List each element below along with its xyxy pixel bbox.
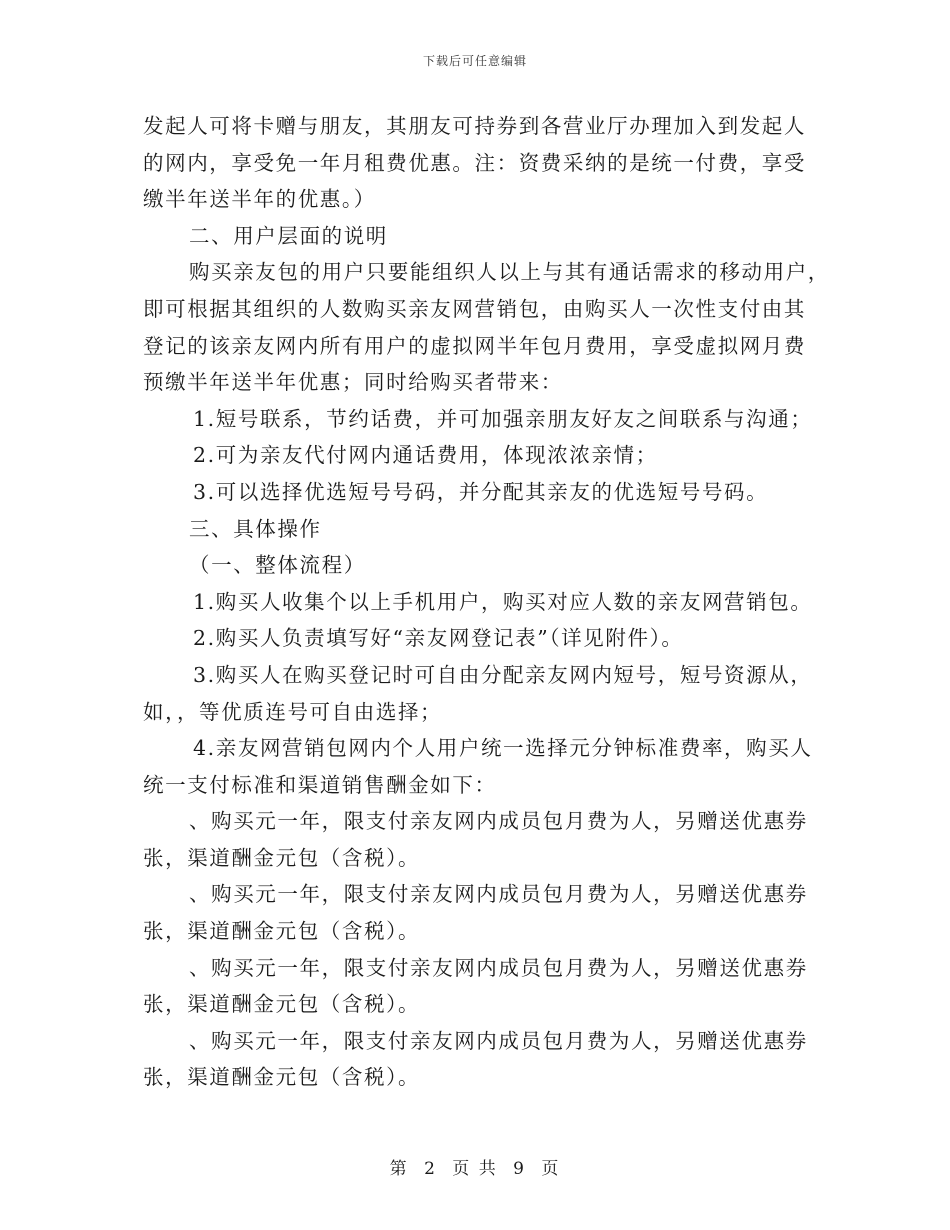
footer-middle: 页 共 [452, 1159, 498, 1179]
footer-total-pages: 9 [513, 1159, 526, 1179]
text-line: 、购买元一年，限支付亲友网内成员包月费为人，另赠送优惠券 [189, 1028, 808, 1053]
text-line: 1.购买人收集个以上手机用户，购买对应人数的亲友网营销包。 [193, 589, 813, 614]
text-line: 4.亲友网营销包网内个人用户统一选择元分钟标准费率，购买人 [193, 736, 813, 761]
text-line: 、购买元一年，限支付亲友网内成员包月费为人，另赠送优惠券 [189, 809, 808, 834]
text-line: 3.购买人在购买登记时可自由分配亲友网内短号，短号资源从， [193, 662, 813, 687]
text-line: 张，渠道酬金元包（含税）。 [143, 1065, 421, 1090]
footer-suffix: 页 [541, 1159, 561, 1179]
header-text: 下载后可任意编辑 [422, 54, 527, 68]
footer-page-number: 2 [424, 1159, 437, 1179]
document-body [143, 108, 830, 1096]
text-line: 3.可以选择优选短号号码，并分配其亲友的优选短号号码。 [193, 479, 769, 504]
text-line: 2.购买人负责填写好“亲友网登记表”（详见附件）。 [193, 626, 684, 651]
page-footer [0, 1154, 950, 1179]
text-line: 发起人可将卡赠与朋友，其朋友可持券到各营业厅办理加入到发起人 [143, 114, 806, 138]
page-header [0, 52, 950, 69]
text-line: 张，渠道酬金元包（含税）。 [143, 845, 421, 870]
text-line: 张，渠道酬金元包（含税）。 [143, 919, 421, 944]
text-line: 统一支付标准和渠道销售酬金如下： [143, 772, 497, 797]
text-line: 即可根据其组织的人数购买亲友网营销包，由购买人一次性支付由其 [143, 296, 806, 321]
text-line: 的网内，享受免一年月租费优惠。注：资费采纳的是统一付费，享受 [143, 150, 806, 175]
text-line: 张，渠道酬金元包（含税）。 [143, 992, 421, 1017]
text-line: 三、具体操作 [189, 516, 322, 541]
text-line: 、购买元一年，限支付亲友网内成员包月费为人，另赠送优惠券 [189, 882, 808, 907]
text-line: 2.可为亲友代付网内通话费用，体现浓浓亲情； [193, 443, 658, 468]
text-line: 如，，等优质连号可自由选择； [143, 699, 443, 724]
text-line: 1.短号联系，节约话费，并可加强亲朋友好友之间联系与沟通； [193, 406, 813, 431]
footer-prefix: 第 [389, 1159, 409, 1179]
text-line: 二、用户层面的说明 [189, 223, 388, 248]
text-line: （一、整体流程） [189, 553, 366, 578]
text-line: 预缴半年送半年优惠；同时给购买者带来： [143, 370, 563, 395]
text-line: 、购买元一年，限支付亲友网内成员包月费为人，另赠送优惠券 [189, 955, 808, 980]
text-line: 购买亲友包的用户只要能组织人以上与其有通话需求的移动用户， [189, 260, 830, 285]
text-line: 登记的该亲友网内所有用户的虚拟网半年包月费用，享受虚拟网月费 [143, 333, 806, 358]
text-line: 缴半年送半年的优惠。） [143, 187, 376, 212]
